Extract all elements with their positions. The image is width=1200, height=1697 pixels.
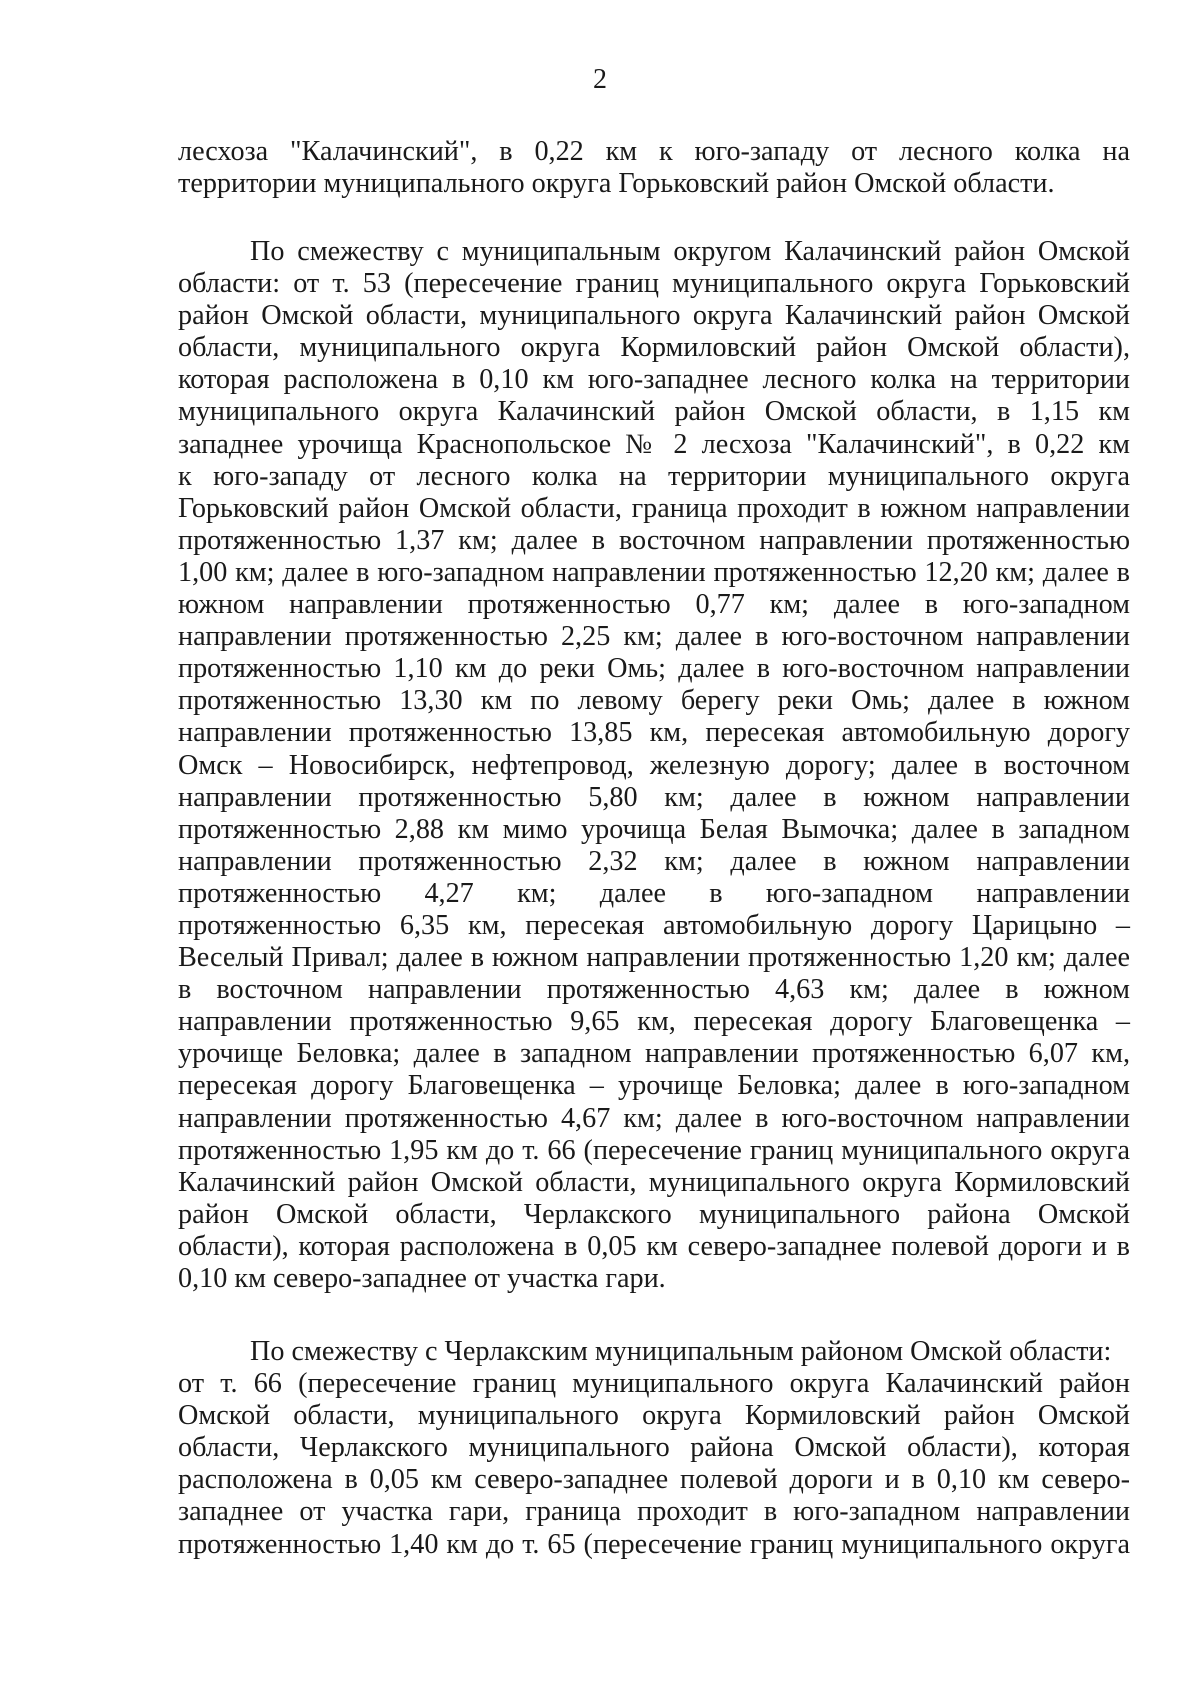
text-line: район Омской области, Черлакского муниципального района Омской <box>178 1198 1130 1230</box>
text-line: области, Черлакского муниципального района Омской области), которая <box>178 1432 1130 1464</box>
text-line: направлении протяженностью 9,65 км, пересекая дорогу Благовещенка – <box>178 1006 1130 1038</box>
text-line: протяженностью 1,95 км до т. 66 (пересечение границ муниципального округа <box>178 1134 1130 1166</box>
paragraph-kalachinsky-border <box>178 236 1130 1295</box>
text-line: муниципального округа Калачинский район Омской области, в 1,15 км <box>178 396 1130 428</box>
text-line: направлении протяженностью 2,32 км; далее в южном направлении <box>178 845 1130 877</box>
text-line: области), которая расположена в 0,05 км северо-западнее полевой дороги и в <box>178 1230 1130 1262</box>
text-line: протяженностью 1,10 км до реки Омь; далее в юго-восточном направлении <box>178 653 1130 685</box>
text-line: протяженностью 2,88 км мимо урочища Белая Вымочка; далее в западном <box>178 813 1130 845</box>
text-line: Горьковский район Омской области, граница проходит в южном направлении <box>178 492 1130 524</box>
text-line: лесхоза "Калачинский", в 0,22 км к юго-западу от лесного колка на <box>178 136 1130 167</box>
text-line: области, муниципального округа Кормиловский район Омской области), <box>178 332 1130 364</box>
text-line: Омск – Новосибирск, нефтепровод, железную дорогу; далее в восточном <box>178 749 1130 781</box>
text-line: 1,00 км; далее в юго-западном направлении протяженностью 12,20 км; далее в <box>178 556 1130 588</box>
text-line: территории муниципального округа Горьковский район Омской области. <box>178 168 1055 200</box>
paragraph-continuation <box>178 136 1130 200</box>
text-line: западнее от участка гари, граница проходит в юго-западном направлении <box>178 1496 1130 1528</box>
text-line: которая расположена в 0,10 км юго-западнее лесного колка на территории <box>178 364 1130 396</box>
text-line: к юго-западу от лесного колка на территории муниципального округа <box>178 460 1130 492</box>
text-line: район Омской области, муниципального округа Калачинский район Омской <box>178 300 1130 332</box>
text-line: направлении протяженностью 5,80 км; далее в южном направлении <box>178 781 1130 813</box>
text-line: 0,10 км северо-западнее от участка гари. <box>178 1263 666 1294</box>
page-number: 2 <box>593 64 607 95</box>
text-line: расположена в 0,05 км северо-западнее полевой дороги и в 0,10 км северо- <box>178 1464 1130 1496</box>
text-line: протяженностью 1,40 км до т. 65 (пересечение границ муниципального округа <box>178 1528 1130 1560</box>
text-line: протяженностью 6,35 км, пересекая автомобильную дорогу Царицыно – <box>178 909 1130 941</box>
text-line: пересекая дорогу Благовещенка – урочище Беловка; далее в юго-западном <box>178 1070 1130 1102</box>
text-line: южном направлении протяженностью 0,77 км; далее в юго-западном <box>178 589 1130 621</box>
text-line: По смежеству с муниципальным округом Калачинский район Омской <box>250 236 1130 267</box>
text-line: По смежеству с Черлакским муниципальным районом Омской области: <box>250 1336 1112 1367</box>
paragraph-cherlak-border <box>178 1336 1130 1561</box>
text-line: Калачинский район Омской области, муниципального округа Кормиловский <box>178 1166 1130 1198</box>
text-line: протяженностью 13,30 км по левому берегу реки Омь; далее в южном <box>178 685 1130 717</box>
text-line: западнее урочища Краснопольское № 2 лесхоза "Калачинский", в 0,22 км <box>178 428 1130 460</box>
text-line: направлении протяженностью 4,67 км; далее в юго-восточном направлении <box>178 1102 1130 1134</box>
text-line: урочище Беловка; далее в западном направлении протяженностью 6,07 км, <box>178 1038 1130 1070</box>
text-line: Омской области, муниципального округа Кормиловский район Омской <box>178 1400 1130 1432</box>
text-line: направлении протяженностью 13,85 км, пересекая автомобильную дорогу <box>178 717 1130 749</box>
text-line: области: от т. 53 (пересечение границ муниципального округа Горьковский <box>178 268 1130 300</box>
text-line: Веселый Привал; далее в южном направлении протяженностью 1,20 км; далее <box>178 942 1130 974</box>
text-line: в восточном направлении протяженностью 4,63 км; далее в южном <box>178 974 1130 1006</box>
text-line: от т. 66 (пересечение границ муниципального округа Калачинский район <box>178 1368 1130 1400</box>
text-line: протяженностью 1,37 км; далее в восточном направлении протяженностью <box>178 524 1130 556</box>
text-line: направлении протяженностью 2,25 км; далее в юго-восточном направлении <box>178 621 1130 653</box>
text-line: протяженностью 4,27 км; далее в юго-западном направлении <box>178 877 1130 909</box>
